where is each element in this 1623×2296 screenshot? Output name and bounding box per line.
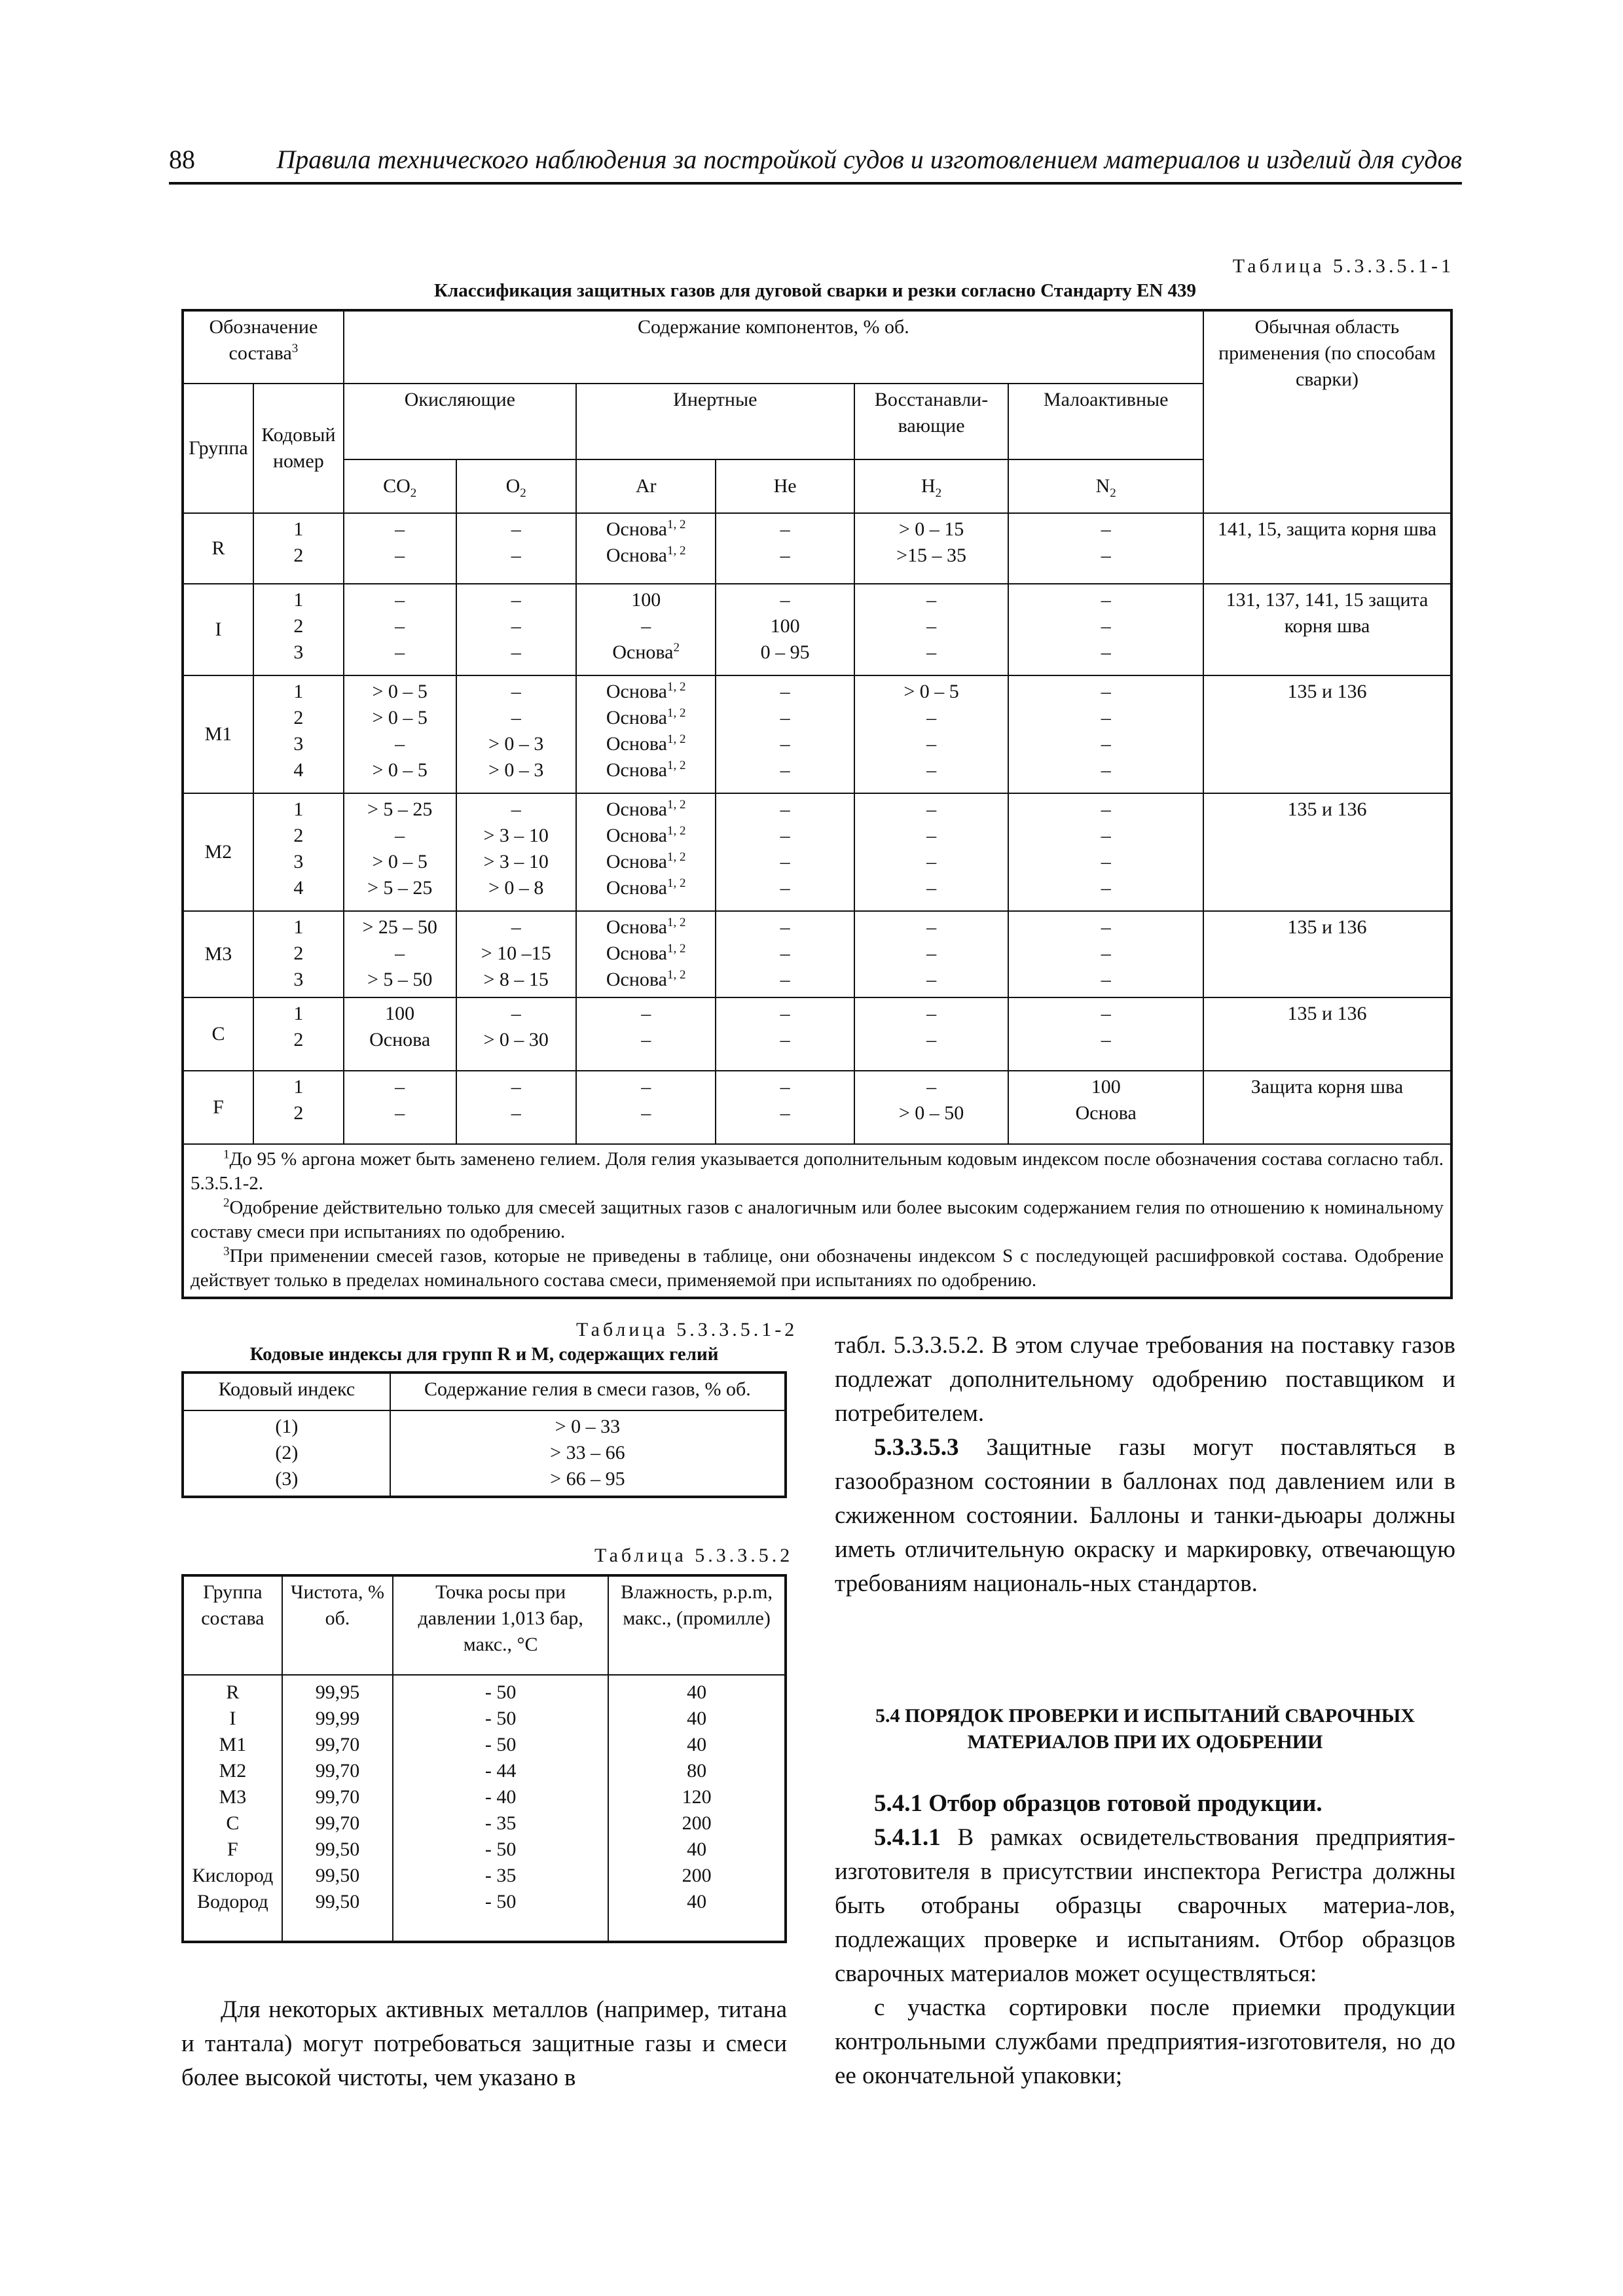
table1-title: Классификация защитных газов для дуговой сварки и резки согласно Стандарту EN 439 bbox=[433, 280, 1197, 301]
o2-cell: – – > 0 – 3 > 0 – 3 bbox=[456, 675, 576, 793]
group-cell: M2 bbox=[183, 793, 253, 911]
o2-cell: – > 0 – 30 bbox=[456, 997, 576, 1071]
sub-heading: 5.4.1 Отбор образцов готовой продукции. bbox=[874, 1790, 1322, 1817]
footnote-3: $^3$При применении смесей газов, которые не приведены в таблице, они обозначены индексом S с последующей расшифровкой состава. Одобрение действует только в пределах номинального состава смеси, применяемой при испытаниях по одобрению. bbox=[191, 1244, 1444, 1291]
purity-header: Чистота, % об. bbox=[282, 1575, 393, 1675]
group-row-6 bbox=[183, 1071, 1451, 1144]
inert-header: Инертные bbox=[576, 384, 854, 459]
o2-cell: – – – bbox=[456, 584, 576, 675]
group-row-1 bbox=[183, 584, 1451, 675]
h2-cell: > 0 – 15 >15 – 35 bbox=[854, 513, 1009, 584]
application-cell: 135 и 136 bbox=[1203, 911, 1451, 997]
dew-point-column: - 50 - 50 - 50 - 44 - 40 - 35 - 50 - 35 - 50 bbox=[393, 1675, 608, 1942]
right-paragraph-4: с участка сортировки после приемки продукции контрольными службами предприятия-изготовителя, но до ее окончательной упаковки; bbox=[835, 1994, 1455, 2089]
group-cell: F bbox=[183, 1071, 253, 1144]
h2-cell: – – bbox=[854, 997, 1009, 1071]
table1-caption: Таблица 5.3.3.5.1-1 bbox=[1232, 255, 1454, 277]
o2-cell: – – bbox=[456, 1071, 576, 1144]
oxidizing-header: Окисляющие bbox=[344, 384, 576, 459]
helium-content-cell: > 0 – 33 > 33 – 66 > 66 – 95 bbox=[390, 1410, 786, 1497]
o2-cell: – > 10 –15 > 8 – 15 bbox=[456, 911, 576, 997]
humidity-header: Влажность, p.p.m, макс., (промилле) bbox=[608, 1575, 786, 1675]
co2-cell: – – bbox=[344, 513, 456, 584]
reducing-header: Восстанавли-вающие bbox=[854, 384, 1009, 459]
running-title: Правила технического наблюдения за постройкой судов и изготовлением материалов и изделий для судов bbox=[276, 145, 1462, 174]
content-header: Содержание компонентов, % об. bbox=[344, 310, 1203, 384]
humidity-column: 40 40 40 80 120 200 40 200 40 bbox=[608, 1675, 786, 1942]
n2-cell: – – bbox=[1008, 513, 1203, 584]
code-cell: 1 2 bbox=[253, 513, 344, 584]
left-paragraph: Для некоторых активных металлов (например, титана и тантала) могут потребоваться защитные газы и смеси более высокой чистоты, чем указано в bbox=[181, 1996, 787, 2091]
application-header: Обычная область применения (по способам сварки) bbox=[1203, 310, 1451, 513]
ar-cell: Основа$^{1, 2}$ Основа$^{1, 2}$ Основа$^{1, 2}$ Основа$^{1, 2}$ bbox=[576, 793, 716, 911]
h2-header: $H_2$ bbox=[854, 459, 1009, 513]
ar-cell: – – bbox=[576, 997, 716, 1071]
group-cell: I bbox=[183, 584, 253, 675]
application-cell: 131, 137, 141, 15 защита корня шва bbox=[1203, 584, 1451, 675]
co2-cell: – – bbox=[344, 1071, 456, 1144]
group-cell: M3 bbox=[183, 911, 253, 997]
gas-classification-table bbox=[181, 309, 1453, 1299]
application-cell: 135 и 136 bbox=[1203, 997, 1451, 1071]
o2-cell: – > 3 – 10 > 3 – 10 > 0 – 8 bbox=[456, 793, 576, 911]
group-cell: R bbox=[183, 513, 253, 584]
helium-index-table bbox=[181, 1371, 787, 1498]
application-cell: Защита корня шва bbox=[1203, 1071, 1451, 1144]
n2-header: $N_2$ bbox=[1008, 459, 1203, 513]
right-column-bottom bbox=[835, 1787, 1455, 2093]
he-cell: – – bbox=[716, 997, 854, 1071]
code-header: Кодовый номер bbox=[253, 384, 344, 513]
he-cell: – – – – bbox=[716, 793, 854, 911]
table2-title: Кодовые индексы для групп R и M, содержащих гелий bbox=[249, 1344, 719, 1365]
ar-header: Ar bbox=[576, 459, 716, 513]
application-cell: 135 и 136 bbox=[1203, 675, 1451, 793]
n2-cell: 100 Основа bbox=[1008, 1071, 1203, 1144]
h2-cell: – – – bbox=[854, 584, 1009, 675]
ar-cell: – – bbox=[576, 1071, 716, 1144]
application-cell: 141, 15, защита корня шва bbox=[1203, 513, 1451, 584]
o2-cell: – – bbox=[456, 513, 576, 584]
co2-cell: > 25 – 50 – > 5 – 50 bbox=[344, 911, 456, 997]
code-cell: 1 2 3 bbox=[253, 911, 344, 997]
he-cell: – 100 0 – 95 bbox=[716, 584, 854, 675]
h2-cell: > 0 – 5 – – – bbox=[854, 675, 1009, 793]
group-row-3 bbox=[183, 793, 1451, 911]
footnote-2: $^2$Одобрение действительно только для смесей защитных газов с аналогичным или более высоким содержанием гелия по отношению к номинальному составу смеси при испытаниях по одобрению. bbox=[191, 1196, 1444, 1242]
code-cell: 1 2 3 4 bbox=[253, 675, 344, 793]
ar-cell: Основа$^{1, 2}$ Основа$^{1, 2}$ Основа$^{1, 2}$ Основа$^{1, 2}$ bbox=[576, 675, 716, 793]
he-header: He bbox=[716, 459, 854, 513]
right-paragraph-3: 5.4.1.1 В рамках освидетельствования предприятия-изготовителя в присутствии инспектора Регистра должны быть отобраны образцы сварочных материа-лов, подлежащих проверке и испытаниям. Отбор образцов сварочных материалов может осуществляться: bbox=[835, 1824, 1455, 1987]
h2-cell: – – – bbox=[854, 911, 1009, 997]
code-index-cell: (1) (2) (3) bbox=[183, 1410, 390, 1497]
right-column-top bbox=[835, 1329, 1455, 1601]
left-column-text bbox=[181, 1993, 787, 2095]
co2-cell: – – – bbox=[344, 584, 456, 675]
he-cell: – – – – bbox=[716, 675, 854, 793]
lowactive-header: Малоактивные bbox=[1008, 384, 1203, 459]
dew-point-header: Точка росы при давлении 1,013 бар, макс., °C bbox=[393, 1575, 608, 1675]
n2-cell: – – – – bbox=[1008, 675, 1203, 793]
he-cell: – – bbox=[716, 1071, 854, 1144]
code-cell: 1 2 bbox=[253, 997, 344, 1071]
right-paragraph-2: 5.3.3.5.3 Защитные газы могут поставляться в газообразном состоянии в баллонах под давлением или в сжиженном состоянии. Баллоны и танки-дьюары должны иметь отличительную окраску и маркировку, отвечающую требованиям националь-ных стандартов. bbox=[835, 1434, 1455, 1597]
gas-purity-table bbox=[181, 1574, 787, 1943]
ar-cell: Основа$^{1, 2}$ Основа$^{1, 2}$ bbox=[576, 513, 716, 584]
h2-cell: – – – – bbox=[854, 793, 1009, 911]
co2-cell: > 5 – 25 – > 0 – 5 > 5 – 25 bbox=[344, 793, 456, 911]
page-number: 88 bbox=[169, 145, 195, 174]
n2-cell: – – – bbox=[1008, 911, 1203, 997]
n2-cell: – – – bbox=[1008, 584, 1203, 675]
table2-caption: Таблица 5.3.3.5.1-2 bbox=[576, 1319, 798, 1340]
o2-header: $O_2$ bbox=[456, 459, 576, 513]
application-cell: 135 и 136 bbox=[1203, 793, 1451, 911]
group-row-5 bbox=[183, 997, 1451, 1071]
group-composition-header: Группа состава bbox=[183, 1575, 282, 1675]
table1-footnotes bbox=[183, 1144, 1451, 1298]
section-heading: 5.4 ПОРЯДОК ПРОВЕРКИ И ИСПЫТАНИЙ СВАРОЧНЫХ МАТЕРИАЛОВ ПРИ ИХ ОДОБРЕНИИ bbox=[875, 1705, 1415, 1753]
ar-cell: 100 – Основа$^2$ bbox=[576, 584, 716, 675]
footnote-1: $^1$До 95 % аргона может быть заменено гелием. Доля гелия указывается дополнительным кодовым индексом после обозначения состава согласно табл. 5.3.5.1-2. bbox=[191, 1147, 1444, 1194]
co2-cell: 100 Основа bbox=[344, 997, 456, 1071]
group-row-4 bbox=[183, 911, 1451, 997]
group-row-0 bbox=[183, 513, 1451, 584]
right-paragraph-1: табл. 5.3.3.5.2. В этом случае требования на поставку газов подлежат дополнительному одобрению поставщиком и потребителем. bbox=[835, 1332, 1455, 1427]
helium-content-header: Содержание гелия в смеси газов, % об. bbox=[390, 1372, 786, 1410]
group-column: R I M1 M2 M3 C F Кислород Водород bbox=[183, 1675, 282, 1942]
n2-cell: – – bbox=[1008, 997, 1203, 1071]
group-cell: M1 bbox=[183, 675, 253, 793]
n2-cell: – – – – bbox=[1008, 793, 1203, 911]
group-row-2 bbox=[183, 675, 1451, 793]
ar-cell: Основа$^{1, 2}$ Основа$^{1, 2}$ Основа$^{1, 2}$ bbox=[576, 911, 716, 997]
co2-cell: > 0 – 5 > 0 – 5 – > 0 – 5 bbox=[344, 675, 456, 793]
designation-header: Обозначение состава$^3$ bbox=[183, 310, 344, 384]
code-cell: 1 2 3 4 bbox=[253, 793, 344, 911]
group-cell: C bbox=[183, 997, 253, 1071]
group-header: Группа bbox=[183, 384, 253, 513]
purity-column: 99,95 99,99 99,70 99,70 99,70 99,70 99,50 99,50 99,50 bbox=[282, 1675, 393, 1942]
table3-caption: Таблица 5.3.3.5.2 bbox=[594, 1545, 793, 1566]
co2-header: $CO_2$ bbox=[344, 459, 456, 513]
code-cell: 1 2 3 bbox=[253, 584, 344, 675]
he-cell: – – – bbox=[716, 911, 854, 997]
he-cell: – – bbox=[716, 513, 854, 584]
code-cell: 1 2 bbox=[253, 1071, 344, 1144]
code-index-header: Кодовый индекс bbox=[183, 1372, 390, 1410]
h2-cell: – > 0 – 50 bbox=[854, 1071, 1009, 1144]
page-header bbox=[169, 144, 1462, 185]
